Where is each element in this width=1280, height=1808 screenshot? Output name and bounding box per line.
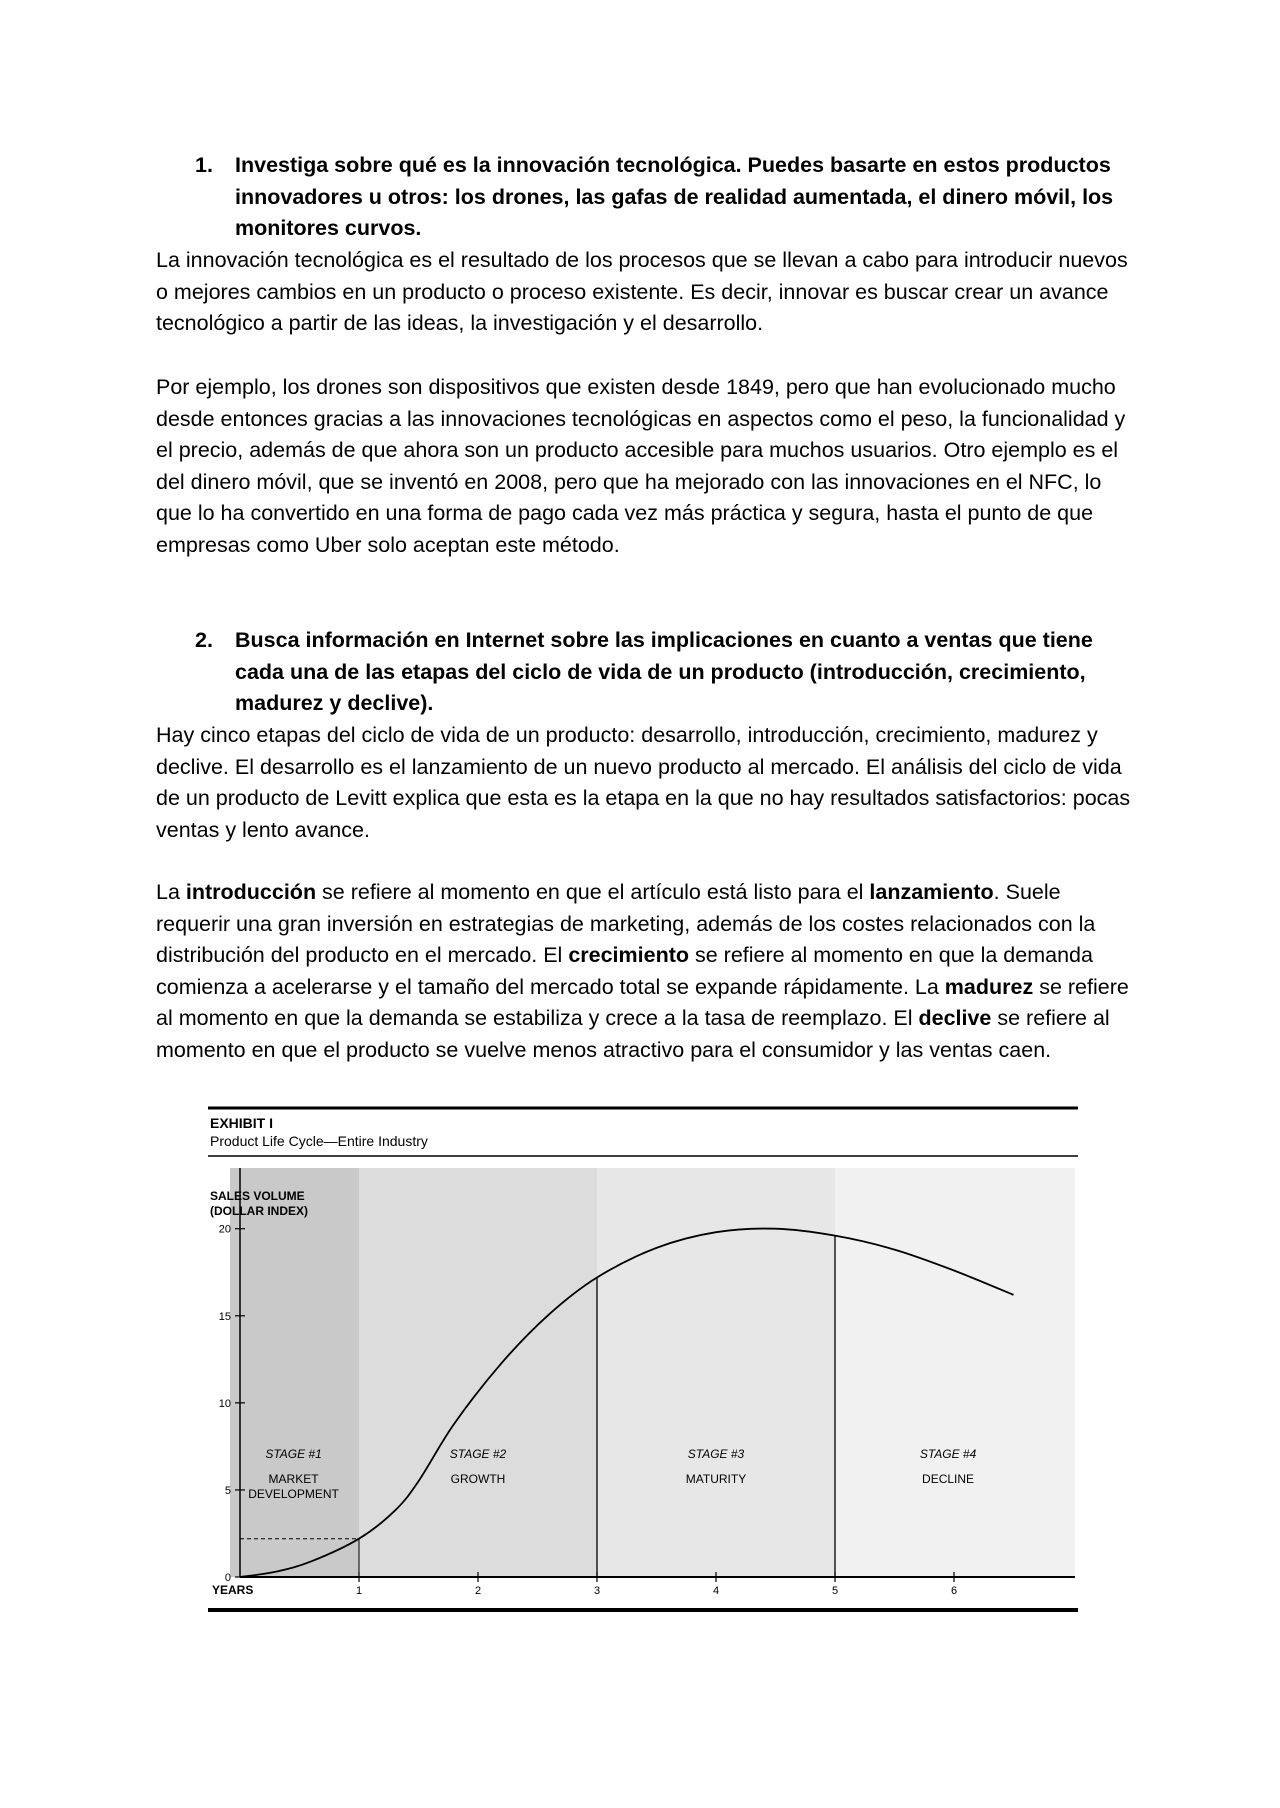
question-1-number: 1.: [195, 153, 213, 177]
stage-4-name: DECLINE: [922, 1472, 975, 1486]
paragraph-2-text: Por ejemplo, los drones son dispositivos que existen desde 1849, pero que han evolucionado mucho desde entonces gracias a las innovaciones tecnológicas en aspectos como el peso, la funcionalidad y el precio, además de que ahora son un producto accesible para muchos usuarios. Otro ejemplo es el del dinero móvil, que se inventó en 2008, pero que ha mejorado con las innovaciones en el NFC, lo que lo ha convertido en una forma de pago cada vez más práctica y segura, hasta el punto de que empresas como Uber solo aceptan este método.: [156, 375, 1126, 557]
x-tick-label-4: 4: [712, 1585, 720, 1597]
stage-1-name-line2: DEVELOPMENT: [248, 1487, 339, 1501]
paragraph-1: [156, 245, 1136, 340]
question-2-number: 2.: [195, 628, 213, 652]
paragraph-4-text: La introducción se refiere al momento en que el artículo está listo para el lanzamiento. Suele requerir una gran inversión en estrategias de marketing, además de los costes relacionados con la distribución del producto en el mercado. El crecimiento se refiere al momento en que la demanda comienza a acelerarse y el tamaño del mercado total se expande rápidamente. La madurez se refiere al momento en que la demanda se estabiliza y crece a la tasa de reemplazo. El declive se refiere al momento en que el producto se vuelve menos atractivo para el consumidor y las ventas caen.: [156, 880, 1129, 1062]
y-tick-label-10: 10: [218, 1397, 231, 1410]
stage-3-label: STAGE #3: [687, 1447, 745, 1461]
y-axis-label-line1: SALES VOLUME: [210, 1189, 305, 1203]
stage-band-3: [597, 1168, 835, 1577]
x-tick-label-5: 5: [831, 1585, 839, 1597]
term-introduccion: introducción: [185, 880, 317, 904]
chart-exhibit-label: EXHIBIT I: [210, 1115, 274, 1131]
chart-title: Product Life Cycle—Entire Industry: [210, 1133, 428, 1149]
y-tick-label-5: 5: [224, 1484, 231, 1497]
paragraph-3-text: Hay cinco etapas del ciclo de vida de un producto: desarrollo, introducción, crecimiento, madurez y declive. El desarrollo es el lanzamiento de un nuevo producto al mercado. El análisis del ciclo de vida de un producto de Levitt explica que esta es la etapa en la que no hay resultados satisfactorios: pocas ventas y lento avance.: [156, 723, 1131, 842]
question-2: [195, 625, 1115, 720]
question-1-text: Investiga sobre qué es la innovación tecnológica. Puedes basarte en estos productos innovadores u otros: los drones, las gafas de realidad aumentada, el dinero móvil, los monitores curvos.: [235, 153, 1114, 240]
term-crecimiento: crecimiento: [568, 943, 689, 967]
term-madurez: madurez: [944, 974, 1034, 999]
stage-3-name: MATURITY: [685, 1472, 747, 1486]
stage-1-label: STAGE #1: [265, 1447, 322, 1461]
question-1: [195, 150, 1115, 245]
stage-1-name: MARKET: [268, 1472, 319, 1486]
question-2-text: Busca información en Internet sobre las implicaciones en cuanto a ventas que tiene cada una de las etapas del ciclo de vida de un producto (introducción, crecimiento, madurez y declive).: [235, 628, 1093, 715]
y-axis-label-line2: (DOLLAR INDEX): [210, 1204, 308, 1218]
paragraph-1-text: La innovación tecnológica es el resultado de los procesos que se llevan a cabo para introducir nuevos o mejores cambios en un producto o proceso existente. Es decir, innovar es buscar crear un avance tecnológico a partir de las ideas, la investigación y el desarrollo.: [156, 248, 1128, 335]
stage-2-label: STAGE #2: [449, 1447, 507, 1461]
stage-band-4: [835, 1168, 1075, 1577]
paragraph-4: [156, 877, 1136, 1066]
x-tick-label-6: 6: [950, 1585, 958, 1597]
stage-band-1: [230, 1168, 359, 1577]
y-tick-label-20: 20: [218, 1223, 231, 1236]
x-tick-label-3: 3: [593, 1585, 601, 1597]
product-life-cycle-chart: [200, 1100, 1080, 1620]
stage-bands: [230, 1168, 1075, 1577]
x-tick-label-2: 2: [474, 1585, 482, 1597]
stage-band-2: [359, 1168, 597, 1577]
stage-2-name: GROWTH: [450, 1472, 506, 1486]
term-declive: declive: [918, 1006, 992, 1030]
paragraph-2: [156, 372, 1136, 561]
y-tick-label-15: 15: [218, 1310, 231, 1323]
x-axis-label: YEARS: [212, 1583, 254, 1597]
y-tick-label-0: 0: [224, 1572, 231, 1584]
stage-4-label: STAGE #4: [919, 1447, 977, 1461]
term-lanzamiento: lanzamiento: [869, 880, 994, 904]
x-tick-label-1: 1: [355, 1585, 363, 1597]
paragraph-3: [156, 720, 1136, 846]
